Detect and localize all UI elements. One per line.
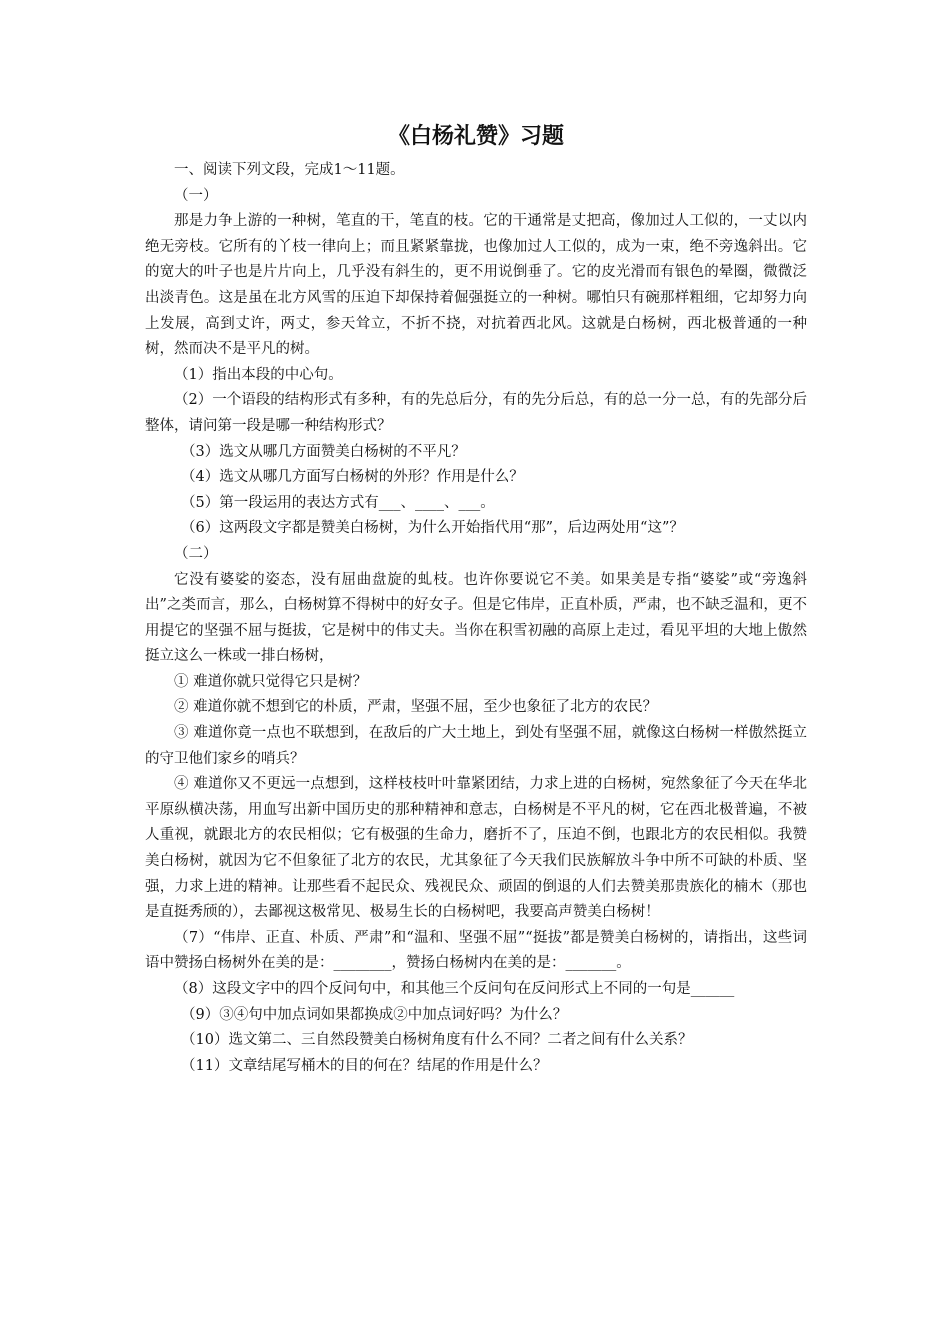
question-9: （9）③④句中加点词如果都换成②中加点词好吗？为什么？ [181,1006,568,1023]
document-title: 《白杨礼赞》习题 [387,124,564,149]
instruction: 一、阅读下列文段，完成1～11题。 [174,162,405,178]
section-2-label: （二） [174,545,218,562]
section-1-label: （一） [174,187,218,204]
question-8: （8）这段文字中的四个反问句中，和其他三个反问句在反问形式上不同的一句是______ [174,981,735,997]
question-1: （1）指出本段的中心句。 [174,366,343,383]
rhetorical-item-1: ① 难道你就只觉得它只是树？ [174,673,368,690]
section-2-paragraph: 它没有婆娑的姿态，没有屈曲盘旋的虬枝。也许你要说它不美。如果美是专指“婆娑”或“旁逸斜出”之类而言，那么，白杨树算不得树中的好女子。但是它伟岸，正直朴质，严肃，也不缺乏温和，更不用提它的坚强不屈与挺拔，它是树中的伟丈夫。当你在积雪初融的高原上走过，看见平坦的大地上傲然挺立这么一株或一排白杨树， [145,571,807,665]
question-4: （4）选文从哪几方面写白杨树的外形？作用是什么？ [181,469,524,486]
question-3: （3）选文从哪几方面赞美白杨树的不平凡？ [181,443,466,460]
question-10: （10）选文第二、三自然段赞美白杨树角度有什么不同？二者之间有什么关系？ [181,1032,693,1049]
section-1-paragraph: 那是力争上游的一种树，笔直的干，笔直的枝。它的干通常是丈把高，像加过人工似的，一丈以内绝无旁枝。它所有的丫枝一律向上；而且紧紧靠拢，也像加过人工似的，成为一束，绝不旁逸斜出。它的宽大的叶子也是片片向上，几乎没有斜生的，更不用说倒垂了。它的皮光滑而有银色的晕圈，微微泛出淡青色。这是虽在北方风雪的压迫下却保持着倔强挺立的一种树。哪怕只有碗那样粗细，它却努力向上发展，高到丈许，两丈，参天耸立，不折不挠，对抗着西北风。这就是白杨树，西北极普通的一种树，然而决不是平凡的树。 [145,213,807,358]
rhetorical-item-4: ④ 难道你又不更远一点想到，这样枝枝叶叶靠紧团结，力求上进的白杨树，宛然象征了今天在华北平原纵横决荡，用血写出新中国历史的那种精神和意志，白杨树是不平凡的树，它在西北极普遍，不被人重视，就跟北方的农民相似；它有极强的生命力，磨折不了，压迫不倒，也跟北方的农民相似。我赞美白杨树，就因为它不但象征了北方的农民，尤其象征了今天我们民族解放斗争中所不可缺的朴质、坚强，力求上进的精神。让那些看不起民众、残视民众、顽固的倒退的人们去赞美那贵族化的楠木（那也是直挺秀颀的），去鄙视这极常见、极易生长的白杨树吧，我要高声赞美白杨树！ [145,776,807,921]
question-6: （6）这两段文字都是赞美白杨树，为什么开始指代用“那”，后边两处用“这”？ [181,520,684,537]
rhetorical-item-3: ③ 难道你竟一点也不联想到，在敌后的广大土地上，到处有坚强不屈，就像这白杨树一样傲然挺立的守卫他们家乡的哨兵？ [145,725,807,767]
question-5: （5）第一段运用的表达方式有___、____、___。 [181,494,495,511]
question-2: （2）一个语段的结构形式有多种，有的先总后分，有的先分后总，有的总一分一总，有的先部分后整体，请问第一段是哪一种结构形式？ [145,392,807,434]
question-11: （11）文章结尾写桶木的目的何在？结尾的作用是什么？ [181,1057,548,1074]
question-7: （7）“伟岸、正直、朴质、严肃”和“温和、坚强不屈”“挺拔”都是赞美白杨树的，请指出，这些词语中赞扬白杨树外在美的是：________，赞扬白杨树内在美的是：_______。 [145,929,807,972]
document-page [145,120,807,1079]
rhetorical-item-2: ② 难道你就不想到它的朴质，严肃，坚强不屈，至少也象征了北方的农民？ [174,699,658,716]
